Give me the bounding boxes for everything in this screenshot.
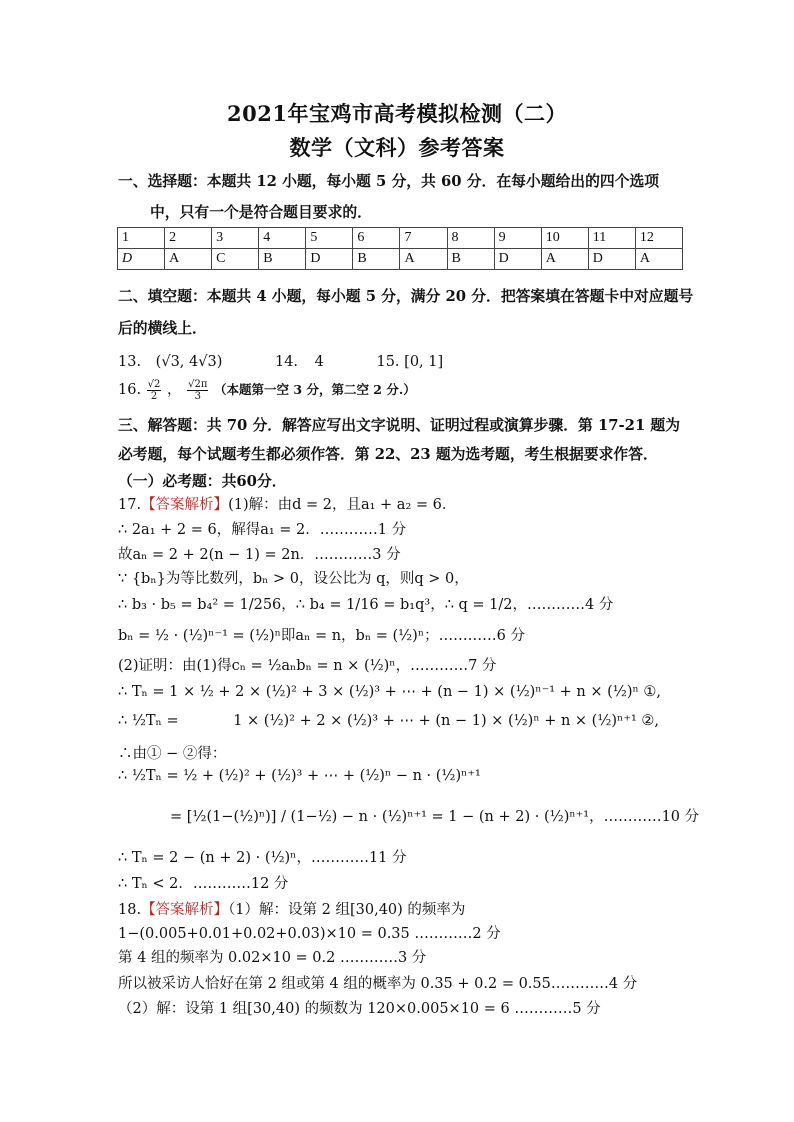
q13-answer: (√3, 4√3) — [155, 354, 223, 370]
q17-line-9 — [118, 713, 659, 729]
q18-answer-tag: 【答案解析】 — [141, 902, 229, 918]
q16-note: （本题第一空 3 分，第二空 2 分.） — [214, 382, 416, 397]
multiple-choice-answer-table — [117, 227, 683, 270]
section2-heading: 二、填空题：本题共 4 小题，每小题 5 分，满分 20 分．把答案填在答题卡中对应题号 — [118, 288, 694, 305]
table-cell: 4 — [259, 228, 306, 249]
table-cell: D — [306, 249, 353, 270]
q17-line-9-right: 1 × (½)² + 2 × (½)³ + ⋯ + (n − 1) × (½)ⁿ + n × (½)ⁿ⁺¹ ②, — [233, 713, 660, 729]
q17-line-6: bₙ = ½ · (½)ⁿ⁻¹ = (½)ⁿ即aₙ = n，bₙ = (½)ⁿ；…………6 分 — [118, 628, 525, 644]
table-cell: C — [212, 249, 259, 270]
section3-heading: 三、解答题：共 70 分．解答应写出文字说明、证明过程或演算步骤．第 17-21 题为 — [118, 417, 681, 434]
table-cell: 1 — [118, 228, 165, 249]
table-cell: A — [541, 249, 588, 270]
table-cell: A — [400, 249, 447, 270]
q17-line-10: ∴由① − ②得： — [118, 746, 227, 762]
q17-text: (1)解：由d = 2，且a₁ + a₂ = 6． — [228, 497, 457, 513]
q18-label: 18. — [118, 902, 142, 918]
q17-line-13: ∴ Tₙ = 2 − (n + 2) · (½)ⁿ，…………11 分 — [118, 850, 407, 866]
section1-heading-cont: 中，只有一个是符合题目要求的． — [150, 204, 372, 221]
q16-answer-2: $\frac{√2\pi}{3}$ — [188, 378, 208, 402]
q17-line-11: ∴ ½Tₙ = ½ + (½)² + (½)³ + ⋯ + (½)ⁿ − n · (½)ⁿ⁺¹ — [118, 768, 481, 784]
q14-label: 14. — [274, 354, 299, 370]
q16-answer-1: $\frac{√2}{2}$ — [147, 378, 161, 402]
q16-label: 16. — [118, 382, 142, 398]
q18-line-1 — [118, 898, 465, 919]
q18-text: （1）解：设第 2 组[30,40) 的频率为 — [228, 902, 466, 918]
q17-line-14: ∴ Tₙ < 2．…………12 分 — [118, 876, 289, 892]
q18-line-2: 1−(0.005+0.01+0.02+0.03)×10 = 0.35 …………2 分 — [118, 926, 501, 942]
table-cell: D — [494, 249, 541, 270]
table-cell: 3 — [212, 228, 259, 249]
q17-line-9-left: ∴ ½Tₙ = — [118, 713, 179, 729]
question-number-row — [118, 228, 683, 249]
q18-line-4: 所以被采访人恰好在第 2 组或第 4 组的概率为 0.35 + 0.2 = 0.55…………4 分 — [118, 976, 638, 992]
q17-label: 17. — [118, 497, 142, 513]
table-cell: D — [588, 249, 635, 270]
table-cell: 5 — [306, 228, 353, 249]
table-cell: A — [165, 249, 212, 270]
q17-line-5: ∴ b₃ · b₅ = b₄² = 1/256，∴ b₄ = 1/16 = b₁q³，∴ q = 1/2，…………4 分 — [118, 597, 614, 613]
q13-line — [118, 354, 443, 370]
q15-label: 15. — [376, 354, 400, 370]
q17-line-2: ∴ 2a₁ + 2 = 6，解得a₁ = 2．…………1 分 — [118, 522, 407, 538]
q17-line-1 — [118, 493, 456, 514]
table-cell: 12 — [635, 228, 682, 249]
q17-line-7: (2)证明：由(1)得cₙ = ½aₙbₙ = n × (½)ⁿ，…………7 分 — [118, 658, 497, 674]
q17-answer-tag: 【答案解析】 — [141, 497, 229, 513]
table-cell: A — [635, 249, 682, 270]
table-cell: B — [447, 249, 494, 270]
section1-heading: 一、选择题：本题共 12 小题，每小题 5 分，共 60 分．在每小题给出的四个选项 — [118, 173, 660, 190]
table-cell: D — [118, 249, 165, 270]
table-cell: B — [353, 249, 400, 270]
q13-label: 13. — [118, 354, 142, 370]
table-cell: 9 — [494, 228, 541, 249]
q18-line-3: 第 4 组的频率为 0.02×10 = 0.2 …………3 分 — [118, 950, 427, 966]
required-heading: （一）必考题：共60分． — [118, 473, 287, 490]
table-cell: 11 — [588, 228, 635, 249]
q15-answer: [0, 1] — [404, 354, 444, 370]
section2-heading-cont: 后的横线上． — [118, 320, 207, 337]
page-subtitle: 数学（文科）参考答案 — [289, 135, 505, 160]
table-cell: B — [259, 249, 306, 270]
q17-line-4: ∵ {bₙ}为等比数列，bₙ > 0，设公比为 q，则q > 0， — [118, 571, 469, 587]
q17-line-3: 故aₙ = 2 + 2(n − 1) = 2n．…………3 分 — [118, 547, 401, 563]
section3-heading-cont: 必考题，每个试题考生都必须作答．第 22、23 题为选考题，考生根据要求作答． — [118, 446, 658, 463]
q17-line-8: ∴ Tₙ = 1 × ½ + 2 × (½)² + 3 × (½)³ + ⋯ + (n − 1) × (½)ⁿ⁻¹ + n × (½)ⁿ ①, — [118, 684, 661, 700]
table-cell: 8 — [447, 228, 494, 249]
page-title: 2021年宝鸡市高考模拟检测（二） — [227, 101, 567, 126]
answer-row — [118, 249, 683, 270]
q18-line-5: （2）解：设第 1 组[30,40) 的频数为 120×0.005×10 = 6 …………5 分 — [118, 1001, 601, 1017]
table-cell: 2 — [165, 228, 212, 249]
table-cell: 7 — [400, 228, 447, 249]
q17-line-12: = [½(1−(½)ⁿ)] / (1−½) − n · (½)ⁿ⁺¹ = 1 − (n + 2) · (½)ⁿ⁺¹，…………10 分 — [170, 809, 700, 825]
q14-answer: 4 — [314, 354, 324, 370]
table-cell: 6 — [353, 228, 400, 249]
table-cell: 10 — [541, 228, 588, 249]
q16-line: 16. $\frac{√2}{2}$ ， $\frac{√2\pi}{3}$ （本题第一空 3 分，第二空 2 分.） — [118, 378, 416, 402]
